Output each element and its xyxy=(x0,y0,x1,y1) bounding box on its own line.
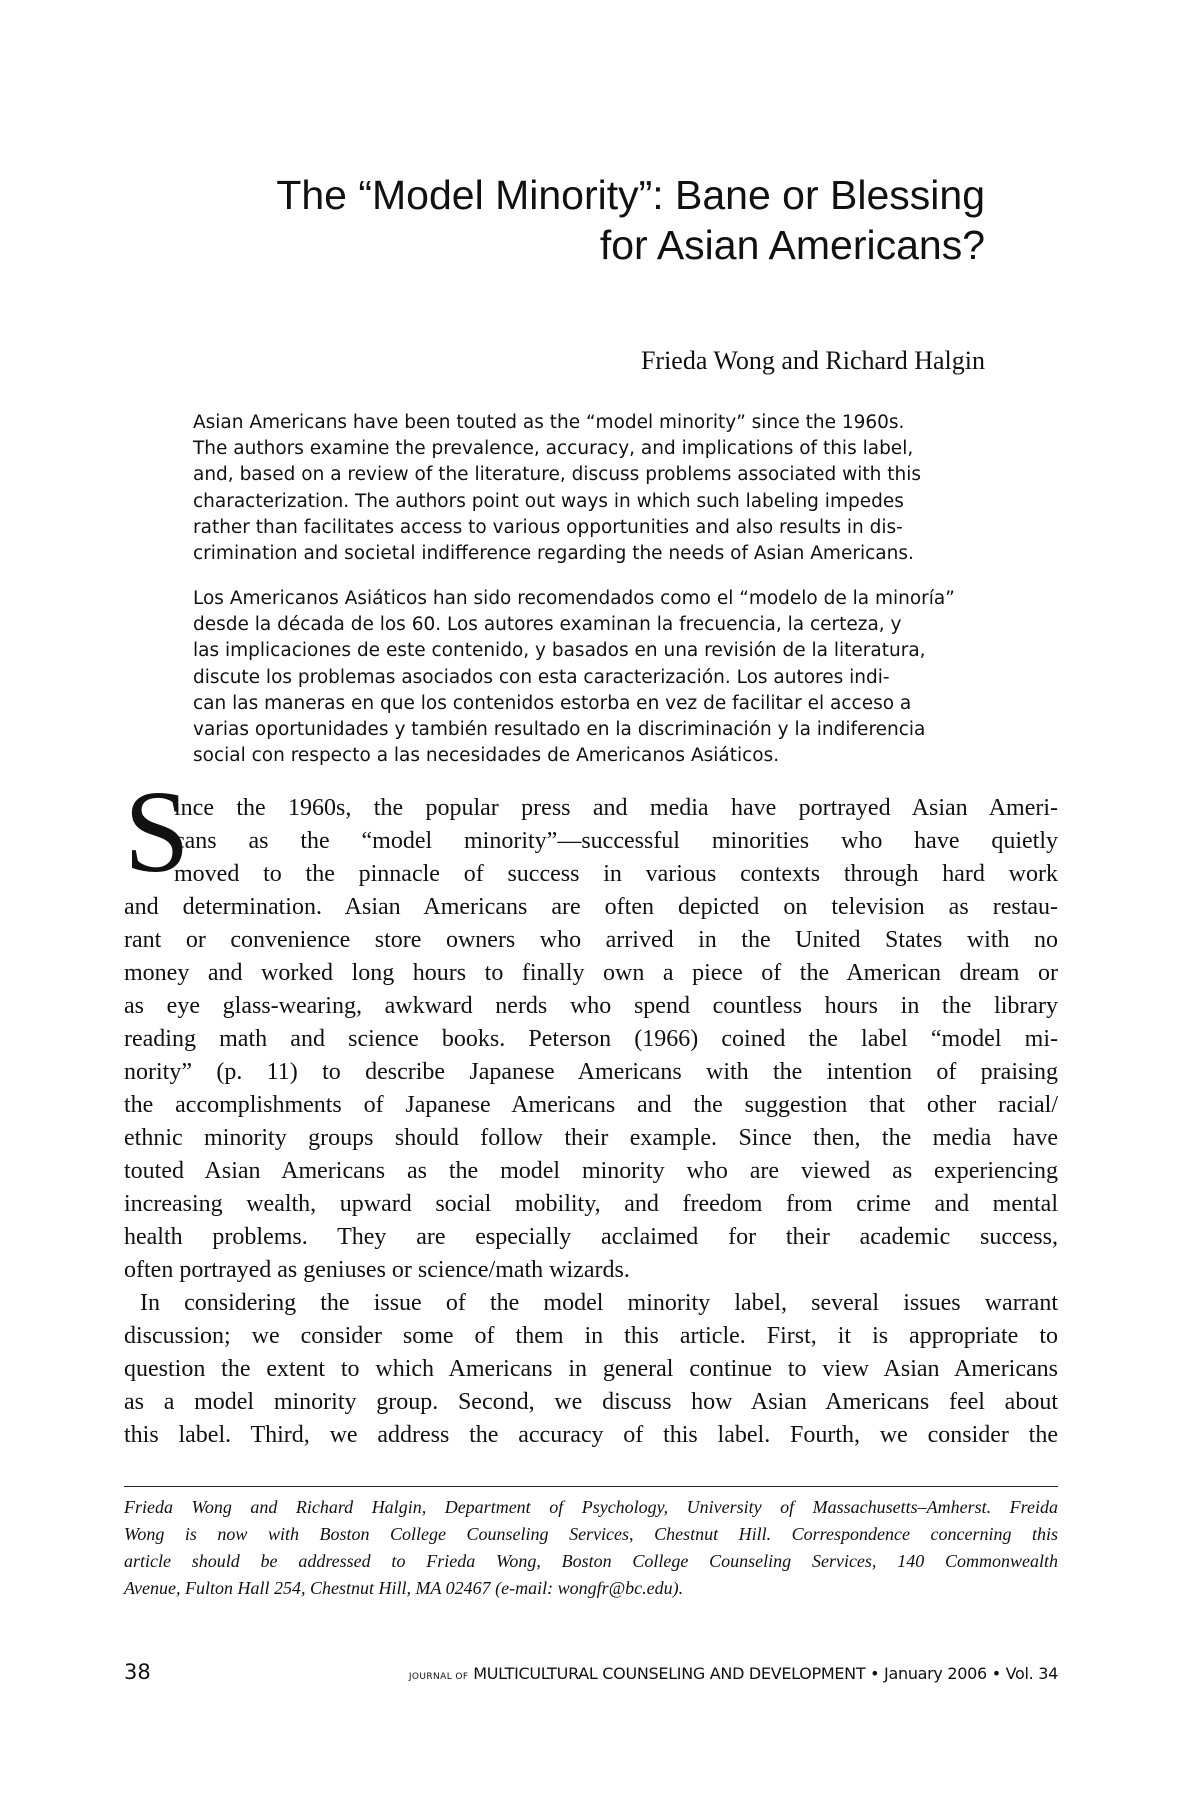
abstract-line: Asian Americans have been touted as the “model minority” since the 1960s. xyxy=(193,412,905,433)
body-line: this label. Third, we address the accuracy of this label. Fourth, we consider the xyxy=(124,1422,1058,1448)
title-line-2: for Asian Americans? xyxy=(599,222,985,268)
body-line: money and worked long hours to finally own a piece of the American dream or xyxy=(124,960,1058,986)
author-footnote xyxy=(124,1494,1058,1602)
body-paragraph-2 xyxy=(124,1287,1058,1452)
abstract-line: social con respecto a las necesidades de Americanos Asiáticos. xyxy=(193,745,780,767)
journal-issue: • January 2006 • Vol. 34 xyxy=(870,1664,1058,1683)
abstract-line: rather than facilitates access to various opportunities and also results in dis- xyxy=(193,516,903,538)
abstract-line: and, based on a review of the literature, discuss problems associated with this xyxy=(193,464,921,486)
body-line: question the extent to which Americans in general continue to view Asian Americans xyxy=(124,1356,1058,1382)
body-line: discussion; we consider some of them in this article. First, it is appropriate to xyxy=(124,1323,1058,1349)
abstract-line: can las maneras en que los contenidos estorba en vez de facilitar el acceso a xyxy=(193,692,912,714)
abstract-line: varias oportunidades y también resultado en la discriminación y la indiferencia xyxy=(193,719,926,741)
body-line: and determination. Asian Americans are often depicted on television as restau- xyxy=(124,894,1058,920)
body-line: ethnic minority groups should follow their example. Since then, the media have xyxy=(124,1125,1058,1151)
body-line: nority” (p. 11) to describe Japanese Americans with the intention of praising xyxy=(124,1059,1058,1085)
abstract-line: desde la década de los 60. Los autores examinan la frecuencia, la certeza, y xyxy=(193,614,902,636)
footnote-line: Wong is now with Boston College Counseling Services, Chestnut Hill. Correspondence concerning this xyxy=(124,1524,1058,1544)
body-line: reading math and science books. Peterson (1966) coined the label “model mi- xyxy=(124,1026,1058,1052)
page-number: 38 xyxy=(124,1660,151,1684)
body-line: increasing wealth, upward social mobility, and freedom from crime and mental xyxy=(124,1191,1058,1217)
abstract-english xyxy=(193,410,985,567)
body-line: as a model minority group. Second, we discuss how Asian Americans feel about xyxy=(124,1389,1058,1415)
body-line: ince the 1960s, the popular press and media have portrayed Asian Ameri- xyxy=(174,795,1058,821)
body-paragraph-1 xyxy=(124,792,1058,1287)
running-footer xyxy=(409,1664,1058,1683)
abstract-line: characterization. The authors point out ways in which such labeling impedes xyxy=(193,490,904,512)
article-title xyxy=(160,170,985,270)
body-line: cans as the “model minority”—successful minorities who have quietly xyxy=(174,828,1058,854)
body-line: as eye glass-wearing, awkward nerds who spend countless hours in the library xyxy=(124,993,1058,1019)
abstract-line: las implicaciones de este contenido, y basados en una revisión de la literatura, xyxy=(193,640,926,662)
body-line: often portrayed as geniuses or science/math wizards. xyxy=(124,1257,630,1283)
body-line: moved to the pinnacle of success in various contexts through hard work xyxy=(174,861,1058,887)
footnote-rule xyxy=(124,1486,1058,1487)
abstract-line: The authors examine the prevalence, accuracy, and implications of this label, xyxy=(193,438,914,460)
body-line: rant or convenience store owners who arrived in the United States with no xyxy=(124,927,1058,953)
abstract-line: discute los problemas asociados con esta caracterización. Los autores indi- xyxy=(193,666,890,688)
abstract-line: Los Americanos Asiáticos han sido recomendados como el “modelo de la minoría” xyxy=(193,588,955,609)
journal-prefix: JOURNAL OF xyxy=(408,1672,469,1682)
footnote-line: Avenue, Fulton Hall 254, Chestnut Hill, MA 02467 (e-mail: wongfr@bc.edu). xyxy=(124,1578,684,1598)
author-byline: Frieda Wong and Richard Halgin xyxy=(640,346,985,375)
title-line-1: The “Model Minority”: Bane or Blessing xyxy=(276,172,985,218)
body-line: health problems. They are especially acclaimed for their academic success, xyxy=(124,1224,1058,1250)
drop-cap: S xyxy=(124,766,190,897)
abstract-line: crimination and societal indifference regarding the needs of Asian Americans. xyxy=(193,543,914,565)
body-line: touted Asian Americans as the model minority who are viewed as experiencing xyxy=(124,1158,1058,1184)
footnote-line: article should be addressed to Frieda Wong, Boston College Counseling Services, 140 Commonwealth xyxy=(124,1551,1058,1571)
body-line: In considering the issue of the model minority label, several issues warrant xyxy=(140,1290,1058,1316)
abstract-spanish xyxy=(193,586,985,769)
journal-name: MULTICULTURAL COUNSELING AND DEVELOPMENT xyxy=(473,1664,866,1683)
footnote-line: Frieda Wong and Richard Halgin, Department of Psychology, University of Massachusetts–Amherst. Freida xyxy=(124,1497,1058,1517)
body-line: the accomplishments of Japanese Americans and the suggestion that other racial/ xyxy=(124,1092,1058,1118)
